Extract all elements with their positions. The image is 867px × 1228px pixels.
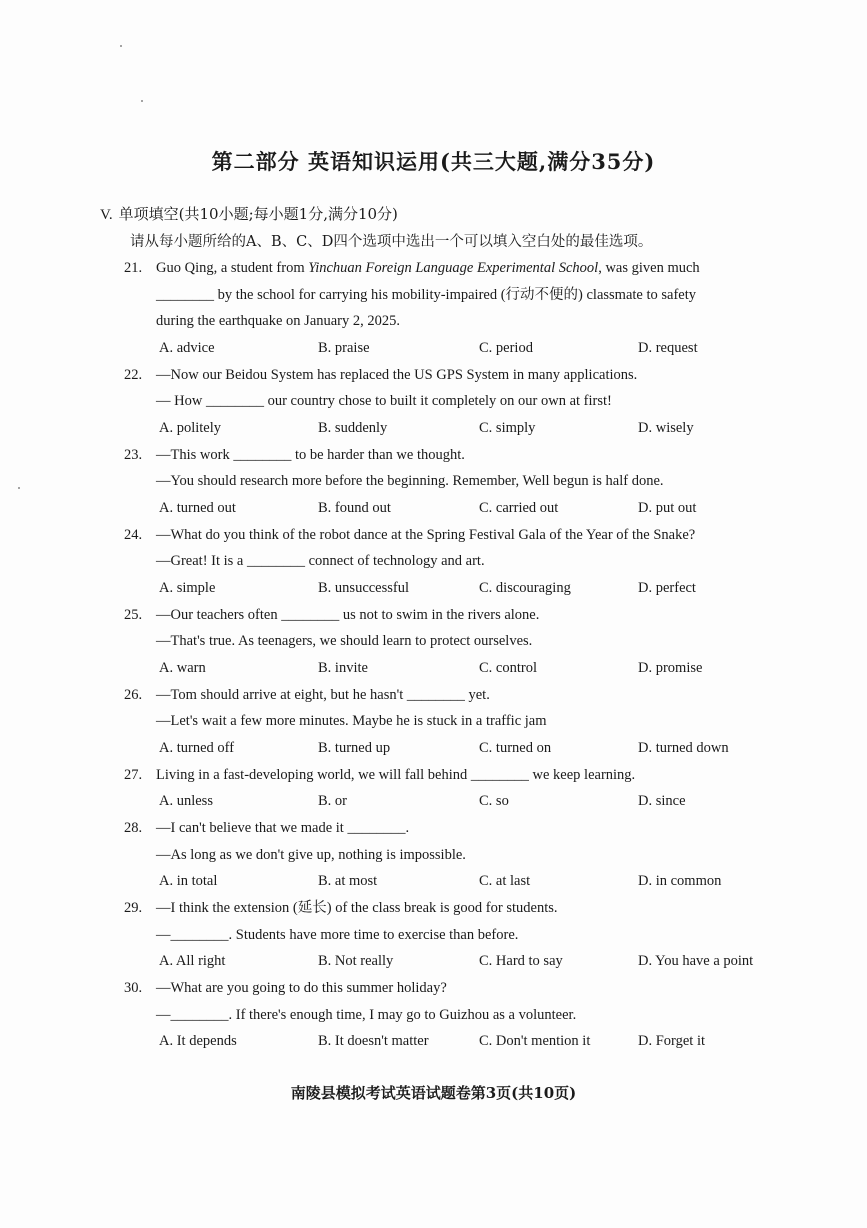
question-number: 23. (124, 446, 143, 463)
option-a: A. turned out (159, 499, 236, 516)
option-a: A. unless (159, 793, 213, 809)
question-text: —This work ________ to be harder than we thought. (156, 446, 465, 463)
option-c: C. period (479, 339, 533, 356)
option-c: C. at last (479, 873, 531, 889)
answer-options (124, 655, 784, 682)
answer-options (124, 735, 784, 762)
question-text: —What do you think of the robot dance at the Spring Festival Gala of the Year of the Snake? (156, 526, 696, 543)
question-text: Guo Qing, a student from Yinchuan Foreign Language Experimental School, was given much (156, 260, 700, 276)
section-heading (100, 203, 398, 224)
option-d: D. perfect (638, 579, 696, 596)
option-d: D. You have a point (638, 953, 754, 969)
option-a: A. turned off (159, 739, 235, 756)
question-number: 21. (124, 260, 143, 276)
question-item (124, 362, 784, 442)
question-line (124, 762, 784, 789)
option-a: A. warn (159, 659, 206, 676)
option-b: B. found out (318, 499, 391, 516)
question-line (124, 815, 784, 842)
answer-options (124, 495, 784, 522)
question-item (124, 815, 784, 895)
part-title: 第二部分 英语知识运用(共三大题,满分35分) (211, 149, 656, 174)
question-line (124, 388, 784, 415)
question-line (124, 308, 784, 335)
option-d: D. promise (638, 659, 703, 676)
question-line (124, 842, 784, 869)
option-c: C. so (479, 793, 509, 809)
option-d: D. turned down (638, 739, 729, 756)
question-text: —Tom should arrive at eight, but he hasn't ________ yet. (156, 686, 490, 703)
question-text: —________. If there's enough time, I may go to Guizhou as a volunteer. (156, 1006, 577, 1023)
answer-options (124, 335, 784, 362)
option-d: D. in common (638, 873, 722, 889)
question-number: 26. (124, 686, 143, 703)
question-number: 28. (124, 820, 143, 836)
option-b: B. invite (318, 659, 368, 676)
question-line (124, 255, 784, 282)
question-text: —Let's wait a few more minutes. Maybe he is stuck in a traffic jam (156, 713, 547, 729)
question-line (124, 522, 784, 549)
answer-options (124, 868, 784, 895)
option-d: D. Forget it (638, 1033, 705, 1049)
question-text: —As long as we don't give up, nothing is impossible. (156, 846, 466, 863)
option-c: C. turned on (479, 739, 552, 756)
answer-options (124, 1028, 784, 1055)
option-b: B. turned up (318, 739, 391, 756)
option-d: D. put out (638, 499, 697, 516)
option-b: B. praise (318, 339, 370, 356)
question-number: 27. (124, 766, 143, 783)
question-item (124, 762, 784, 816)
option-a: A. politely (159, 419, 222, 436)
scan-speck (141, 100, 143, 102)
question-number: 29. (124, 900, 143, 916)
option-a: A. All right (159, 953, 226, 969)
option-b: B. Not really (318, 953, 394, 969)
question-text: —Our teachers often ________ us not to swim in the rivers alone. (156, 606, 540, 623)
question-line (124, 548, 784, 575)
option-b: B. at most (318, 873, 378, 889)
question-item (124, 895, 784, 975)
answer-options (124, 948, 784, 975)
question-line (124, 628, 784, 655)
question-item (124, 602, 784, 682)
answer-options (124, 788, 784, 815)
option-c: C. Hard to say (479, 953, 563, 969)
option-b: B. or (318, 793, 347, 809)
question-text: —That's true. As teenagers, we should learn to protect ourselves. (156, 633, 533, 649)
scan-speck (120, 45, 122, 47)
question-line (124, 362, 784, 389)
question-text: Living in a fast-developing world, we will fall behind ________ we keep learning. (156, 766, 636, 783)
option-b: B. It doesn't matter (318, 1033, 429, 1049)
option-a: A. It depends (159, 1033, 237, 1049)
question-line (124, 922, 784, 949)
question-line (124, 895, 784, 922)
option-b: B. unsuccessful (318, 579, 410, 596)
option-c: C. simply (479, 419, 536, 436)
page-footer: 南陵县模拟考试英语试题卷第3页(共10页) (290, 1084, 577, 1102)
option-a: A. advice (159, 339, 215, 356)
option-b: B. suddenly (318, 419, 388, 436)
question-text: —You should research more before the beginning. Remember, Well begun is half done. (156, 473, 664, 489)
option-c: C. control (479, 659, 537, 676)
question-text: ________ by the school for carrying his mobility-impaired (行动不便的) classmate to safety (156, 286, 697, 303)
option-c: C. Don't mention it (479, 1033, 591, 1049)
question-line (124, 602, 784, 629)
question-line (124, 708, 784, 735)
question-text: —I think the extension (延长) of the class break is good for students. (156, 900, 558, 916)
question-item (124, 975, 784, 1055)
option-d: D. wisely (638, 419, 694, 436)
question-line (124, 1002, 784, 1029)
option-a: A. simple (159, 579, 216, 596)
question-line (124, 682, 784, 709)
answer-options (124, 415, 784, 442)
question-text: —I can't believe that we made it ________. (156, 820, 410, 836)
option-c: C. carried out (479, 499, 559, 516)
question-text: —________. Students have more time to exercise than before. (156, 926, 519, 943)
section-instruction: 请从每小题所给的A、B、C、D四个选项中选出一个可以填入空白处的最佳选项。 (130, 234, 653, 250)
scan-speck (18, 487, 20, 489)
option-a: A. in total (159, 873, 218, 889)
question-text: —What are you going to do this summer holiday? (156, 980, 447, 996)
section-title: 单项填空(共10小题;每小题1分,满分10分) (118, 205, 398, 223)
section-number: V. (100, 207, 113, 223)
question-text: —Great! It is a ________ connect of technology and art. (156, 553, 485, 569)
question-list (124, 255, 784, 1055)
question-number: 22. (124, 366, 143, 383)
question-line (124, 442, 784, 469)
question-number: 30. (124, 980, 143, 996)
answer-options (124, 575, 784, 602)
question-item (124, 682, 784, 762)
question-item (124, 442, 784, 522)
question-item (124, 522, 784, 602)
question-number: 25. (124, 606, 143, 623)
question-text: during the earthquake on January 2, 2025. (156, 313, 401, 329)
option-d: D. since (638, 793, 686, 809)
option-d: D. request (638, 339, 698, 356)
question-text: —Now our Beidou System has replaced the US GPS System in many applications. (156, 366, 638, 383)
question-line (124, 282, 784, 309)
question-line (124, 975, 784, 1002)
option-c: C. discouraging (479, 579, 571, 596)
question-number: 24. (124, 526, 143, 543)
question-text: — How ________ our country chose to built it completely on our own at first! (156, 393, 612, 409)
question-line (124, 468, 784, 495)
question-item (124, 255, 784, 362)
